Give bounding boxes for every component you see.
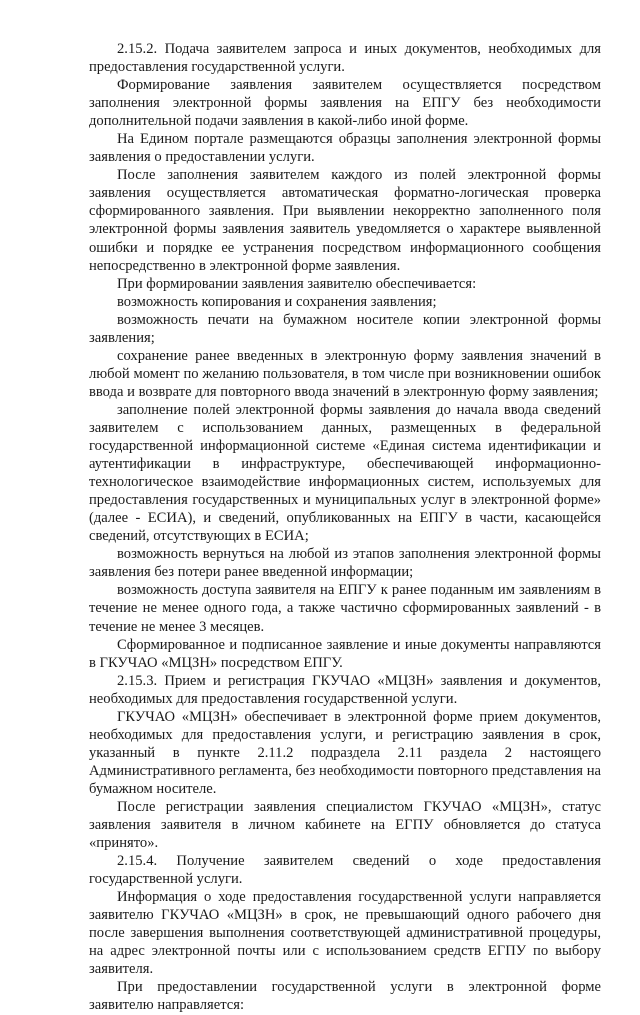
list-item-access-history: возможность доступа заявителя на ЕПГУ к ранее поданным им заявлениям в течение не менее одного года, а также частично сформированных заявлений - в течение не менее 3 месяцев. <box>89 582 601 635</box>
paragraph-format-check: После заполнения заявителем каждого из полей электронной формы заявления осуществляется автоматическая форматно-логическая проверка сформированного заявления. При выявлении некорректно заполненного поля электронной формы заявления заявитель уведомляется о характере выявленной ошибки и порядке ее устранения посредством информационного сообщения непосредственно в электронной форме заявления. <box>89 167 601 274</box>
paragraph-provided-features: При формировании заявления заявителю обеспечивается: <box>117 275 477 292</box>
paragraph-2-15-2-heading: 2.15.2. Подача заявителем запроса и иных документов, необходимых для предоставления государственной услуги. <box>89 41 601 76</box>
list-item-print: возможность печати на бумажном носителе копии электронной формы заявления; <box>89 311 601 346</box>
list-item-prefill-esia: заполнение полей электронной формы заявления до начала ввода сведений заявителем с использованием данных, размещенных в федеральной государственной информационной системе «Единая система идентификации и аутентификации в инфраструктуре, обеспечивающей информационно-технологическое взаимодействие информационных систем, используемых для предоставления государственных и муниципальных услуг в электронной форме» (далее - ЕСИА), и сведений, опубликованных на ЕПГУ в части, касающейся сведений, отсутствующих в ЕСИА; <box>89 401 601 545</box>
list-item-copy-save: возможность копирования и сохранения заявления; <box>117 293 437 310</box>
document-page <box>89 40 601 1015</box>
paragraph-submission: Сформированное и подписанное заявление и иные документы направляются в ГКУЧАО «МЦЗН» посредством ЕПГУ. <box>89 636 601 671</box>
list-item-return-steps: возможность вернуться на любой из этапов заполнения электронной формы заявления без потери ранее введенной информации; <box>89 546 601 581</box>
list-item-save-values: сохранение ранее введенных в электронную форму заявления значений в любой момент по желанию пользователя, в том числе при возникновении ошибок ввода и возврате для повторного ввода значений в электронную форму заявления; <box>89 347 601 400</box>
paragraph-2-15-3-heading: 2.15.3. Прием и регистрация ГКУЧАО «МЦЗН» заявления и документов, необходимых для предоставления государственной услуги. <box>89 672 601 707</box>
paragraph-form-filling: Формирование заявления заявителем осуществляется посредством заполнения электронной формы заявления на ЕПГУ без необходимости дополнительной подачи заявления в какой-либо иной форме. <box>89 77 601 130</box>
paragraph-status-update: После регистрации заявления специалистом ГКУЧАО «МЦЗН», статус заявления заявителя в личном кабинете на ЕГПУ обновляется до статуса «принято». <box>89 798 601 852</box>
paragraph-2-15-4-heading: 2.15.4. Получение заявителем сведений о ходе предоставления государственной услуги. <box>89 853 601 888</box>
paragraph-electronic-notice: При предоставлении государственной услуги в электронной форме заявителю направляется: <box>89 979 601 1014</box>
paragraph-portal-samples: На Едином портале размещаются образцы заполнения электронной формы заявления о предоставлении услуги. <box>89 131 601 166</box>
paragraph-reception: ГКУЧАО «МЦЗН» обеспечивает в электронной форме прием документов, необходимых для предоставления услуги, и регистрацию заявления в срок, указанный в пункте 2.11.2 подраздела 2.11 раздела 2 настоящего Административного регламента, без необходимости повторного представления на бумажном носителе. <box>89 708 601 797</box>
paragraph-progress-info: Информация о ходе предоставления государственной услуги направляется заявителю ГКУЧАО «МЦЗН» в срок, не превышающий одного рабочего дня после завершения выполнения соответствующей административной процедуры, на адрес электронной почты или с использованием средств ЕГПУ по выбору заявителя. <box>89 889 601 978</box>
